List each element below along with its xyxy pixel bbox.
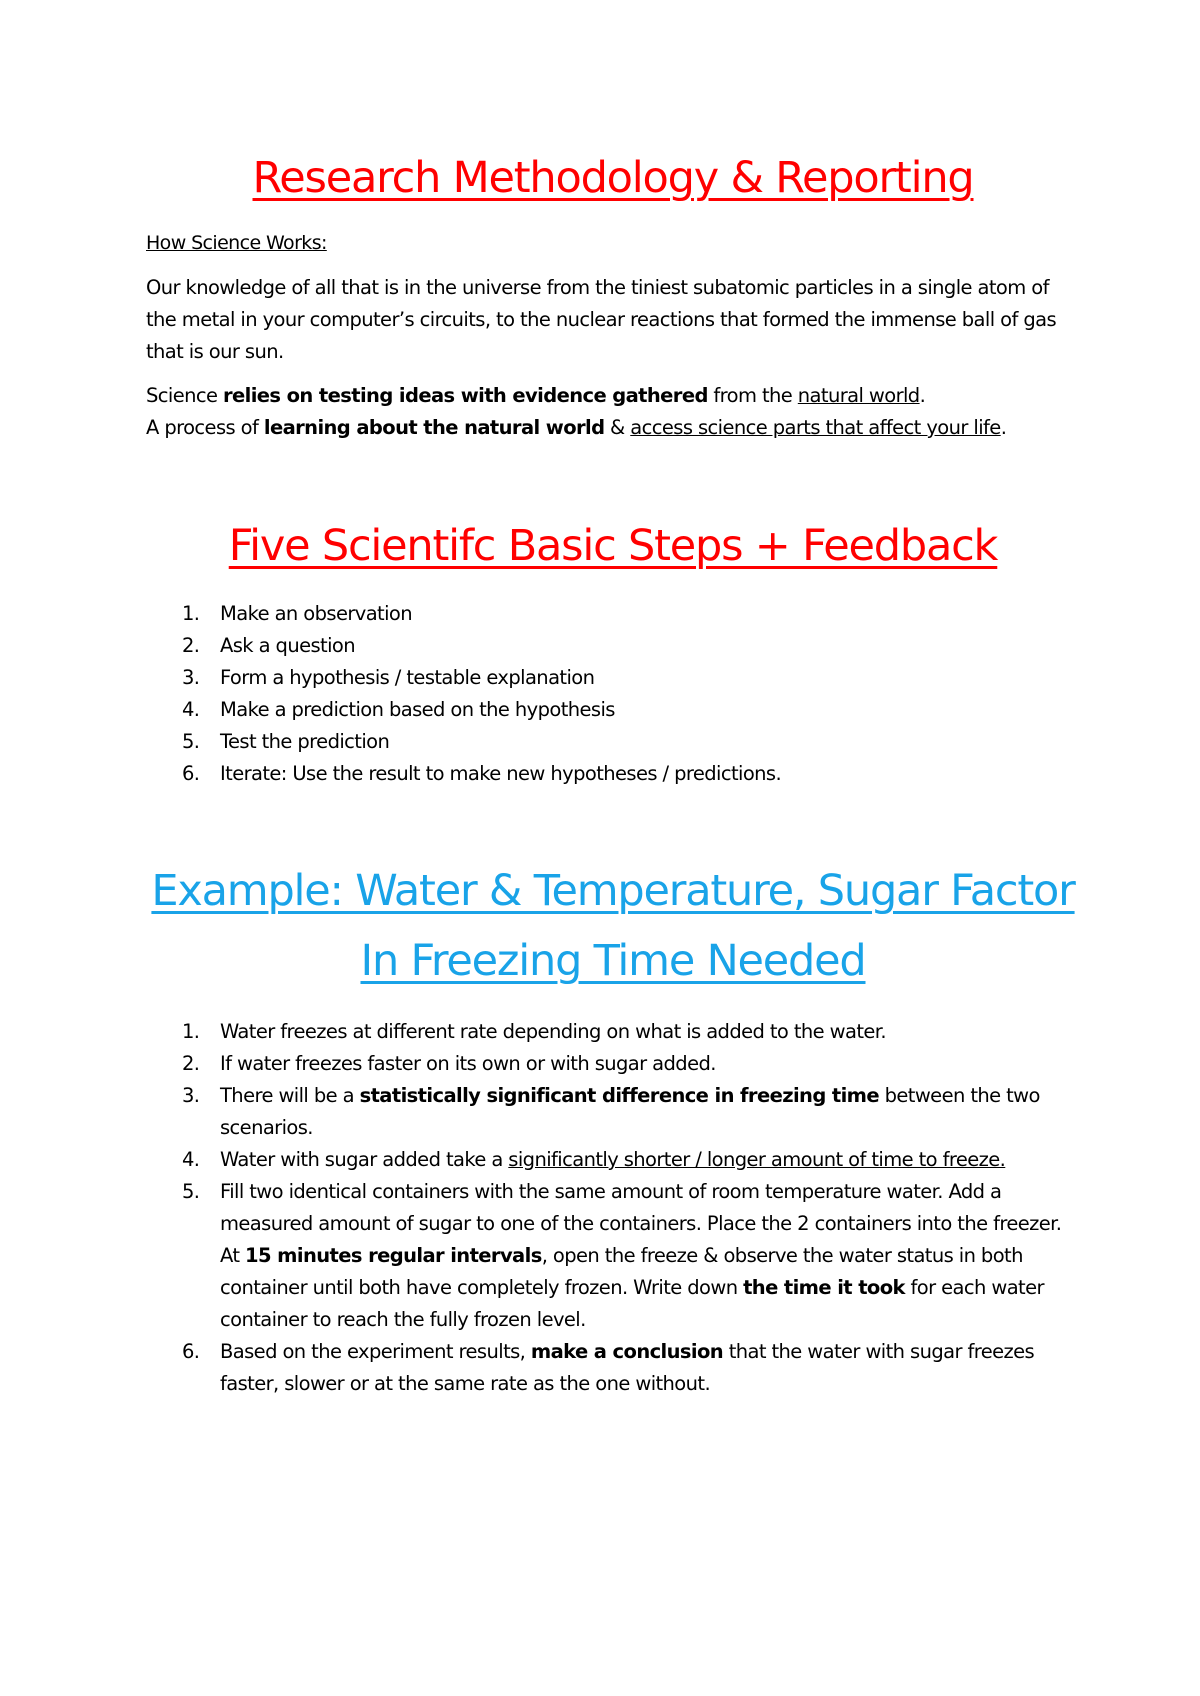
example-list — [146, 1016, 1080, 1400]
list-item: 5. Test the prediction — [182, 730, 390, 753]
list-item: 6. Iterate: Use the result to make new hypotheses / predictions. — [182, 762, 782, 785]
steps-heading: Five Scientifc Basic Steps + Feedback — [228, 521, 998, 571]
science-line-1: Science relies on testing ideas with evidence gathered from the natural world. — [146, 384, 926, 407]
title-heading: Research Methodology & Reporting — [252, 153, 974, 203]
intro-paragraph: Our knowledge of all that is in the universe from the tiniest subatomic particles in a single atom of the metal in your computer’s circuits, to the nuclear reactions that formed the immense ball of gas that is our sun. — [146, 276, 1057, 363]
list-item: 4. Water with sugar added take a significantly shorter / longer amount of time to freeze. — [182, 1148, 1006, 1171]
list-item: 6. Based on the experiment results, make a conclusion that the water with sugar freezes faster, slower or at the same rate as the one without. — [182, 1340, 1035, 1395]
list-item: 4. Make a prediction based on the hypothesis — [182, 698, 615, 721]
how-science-subheading: How Science Works: — [146, 232, 327, 254]
list-item: 2. Ask a question — [182, 634, 355, 657]
list-item: 5. Fill two identical containers with the same amount of room temperature water. Add a measured amount of sugar to one of the containers. Place the 2 containers into the freezer. At 15 minutes regular intervals, open the freeze & observe the water status in both container until both have completely frozen. Write down the time it took for each water container to reach the fully frozen level. — [182, 1180, 1062, 1331]
science-line-2: A process of learning about the natural world & access science parts that affect your life. — [146, 416, 1007, 439]
science-definition — [146, 380, 1080, 444]
list-item: 1. Make an observation — [182, 602, 412, 625]
list-item: 3. There will be a statistically significant difference in freezing time between the two scenarios. — [182, 1084, 1040, 1139]
list-item: 1. Water freezes at different rate depending on what is added to the water. — [182, 1020, 887, 1043]
steps-list — [146, 598, 1080, 790]
list-item: 3. Form a hypothesis / testable explanation — [182, 666, 595, 689]
example-heading: Example: Water & Temperature, Sugar Factor In Freezing Time Needed — [151, 866, 1075, 986]
list-item: 2. If water freezes faster on its own or with sugar added. — [182, 1052, 716, 1075]
